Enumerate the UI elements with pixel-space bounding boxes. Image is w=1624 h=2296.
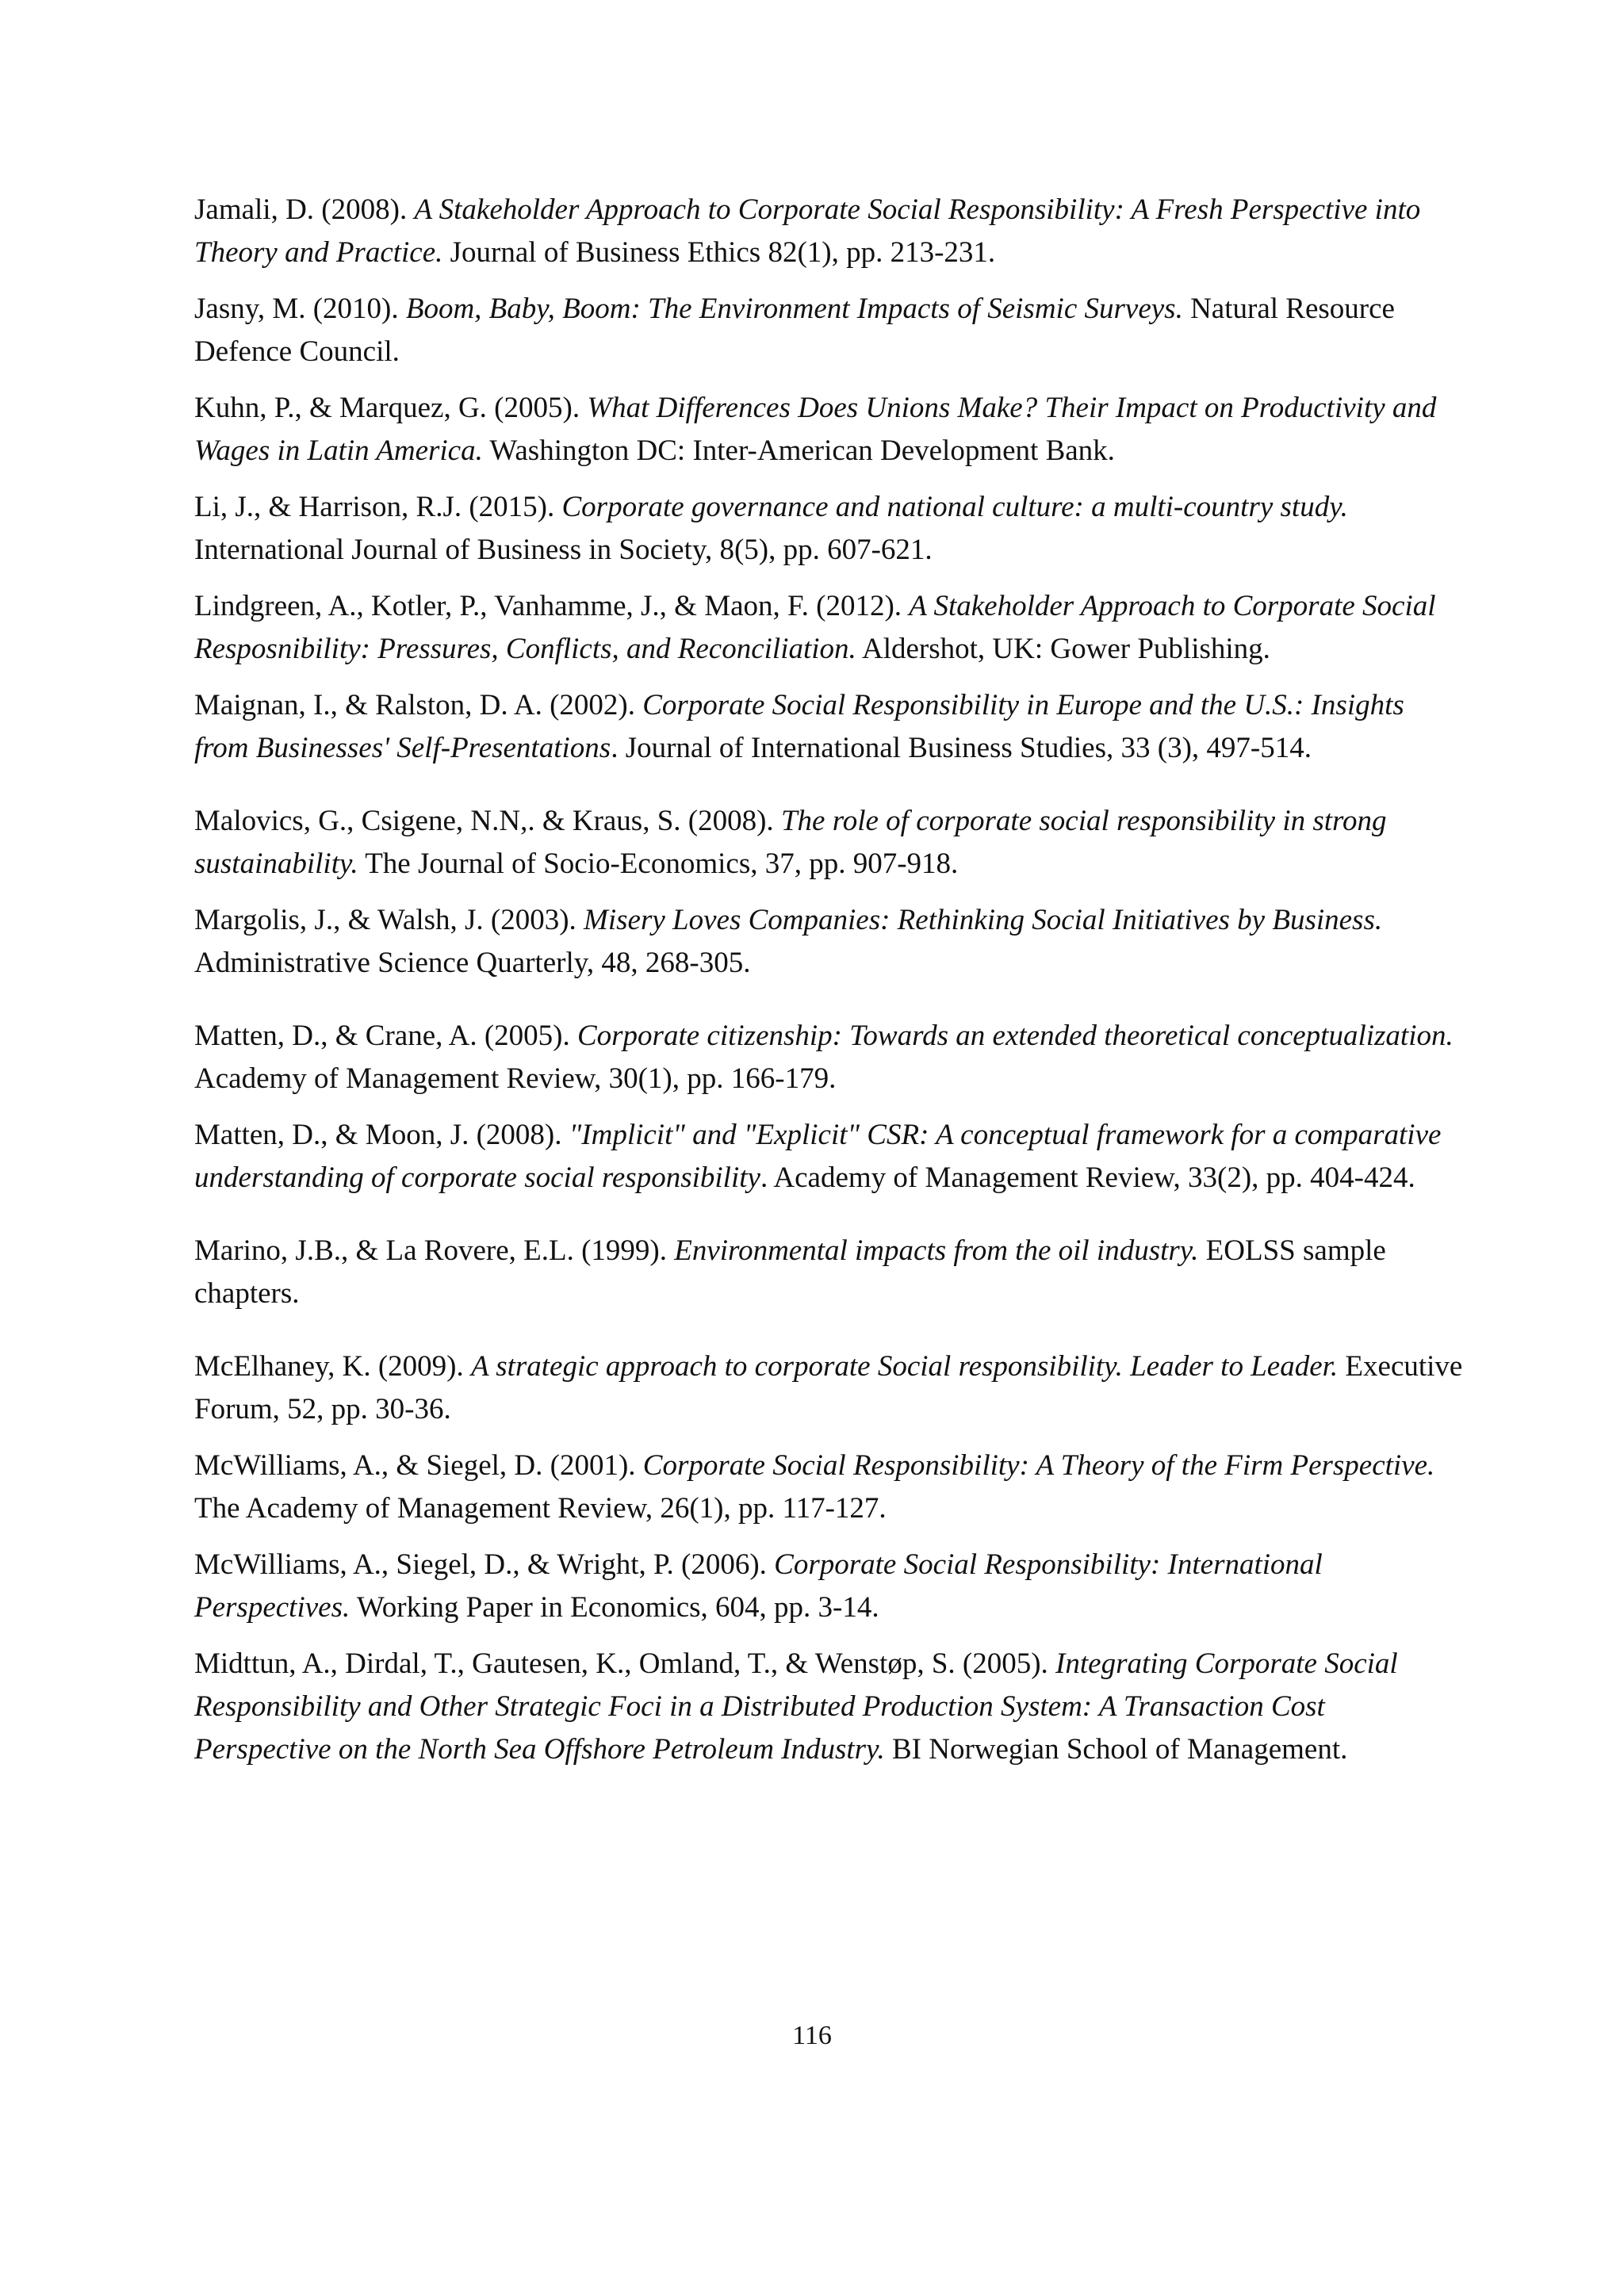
reference-source: International Journal of Business in Society, 8(5), pp. 607-621.	[194, 534, 933, 566]
reference-author: McElhaney, K. (2009).	[194, 1350, 472, 1383]
reference-author: Margolis, J., & Walsh, J. (2003).	[194, 904, 584, 936]
reference-source: Journal of Business Ethics 82(1), pp. 213-231.	[442, 236, 996, 269]
reference-source: Washington DC: Inter-American Development Bank.	[482, 434, 1115, 467]
reference-entry	[194, 899, 1463, 985]
reference-entry	[194, 1345, 1463, 1431]
reference-title: The role of corporate social responsibility in strong sustainability.	[194, 805, 1387, 880]
reference-source: Executive Forum, 52, pp. 30-36.	[194, 1350, 1463, 1425]
reference-title: Corporate Social Responsibility: A Theory of the Firm Perspective.	[642, 1449, 1435, 1482]
reference-entry	[194, 1114, 1463, 1200]
reference-source: . Journal of International Business Studies, 33 (3), 497-514.	[611, 732, 1312, 764]
reference-author: Kuhn, P., & Marquez, G. (2005).	[194, 392, 588, 424]
reference-title: Misery Loves Companies: Rethinking Social Initiatives by Business.	[584, 904, 1383, 936]
reference-author: McWilliams, A., & Siegel, D. (2001).	[194, 1449, 643, 1482]
reference-author: Malovics, G., Csigene, N.N,. & Kraus, S. (2008).	[194, 805, 781, 837]
reference-title: A Stakeholder Approach to Corporate Social Resposnibility: Pressures, Conflicts, and Reconciliation.	[194, 590, 1436, 665]
reference-entry	[194, 1544, 1463, 1629]
reference-author: Jasny, M. (2010).	[194, 293, 406, 325]
reference-source: The Academy of Management Review, 26(1), pp. 117-127.	[194, 1492, 887, 1525]
reference-entry	[194, 800, 1463, 886]
reference-author: Matten, D., & Crane, A. (2005).	[194, 1020, 577, 1052]
reference-source: Working Paper in Economics, 604, pp. 3-14.	[350, 1591, 879, 1624]
reference-source: Natural Resource Defence Council.	[194, 293, 1395, 368]
reference-entry	[194, 1015, 1463, 1100]
reference-entry	[194, 486, 1463, 572]
reference-author: Lindgreen, A., Kotler, P., Vanhamme, J., & Maon, F. (2012).	[194, 590, 910, 622]
reference-source: BI Norwegian School of Management.	[884, 1733, 1348, 1766]
reference-author: Jamali, D. (2008).	[194, 193, 415, 226]
reference-title: "Implicit" and "Explicit" CSR: A conceptual framework for a comparative understanding of corporate social responsibility	[194, 1119, 1442, 1194]
reference-entry	[194, 387, 1463, 473]
reference-entry	[194, 189, 1463, 274]
reference-list	[194, 189, 1463, 1771]
reference-author: Matten, D., & Moon, J. (2008).	[194, 1119, 569, 1151]
page-number: 116	[792, 2021, 832, 2050]
reference-title: Integrating Corporate Social Responsibility and Other Strategic Foci in a Distributed Production System: A Transaction Cost Perspective on the North Sea Offshore Petroleum Industry.	[194, 1647, 1398, 1766]
reference-title: Boom, Baby, Boom: The Environment Impacts of Seismic Surveys.	[405, 293, 1183, 325]
reference-title: Environmental impacts from the oil industry.	[674, 1234, 1199, 1267]
reference-title: Corporate Social Responsibility in Europe and the U.S.: Insights from Businesses' Self-Presentations	[194, 689, 1404, 764]
reference-title: A strategic approach to corporate Social responsibility. Leader to Leader.	[471, 1350, 1339, 1383]
reference-entry	[194, 1643, 1463, 1771]
reference-author: Li, J., & Harrison, R.J. (2015).	[194, 491, 562, 523]
reference-source: The Journal of Socio-Economics, 37, pp. 907-918.	[358, 848, 959, 880]
reference-title: Corporate Social Responsibility: International Perspectives.	[194, 1548, 1323, 1624]
reference-title: Corporate governance and national culture: a multi-country study.	[561, 491, 1348, 523]
reference-author: Maignan, I., & Ralston, D. A. (2002).	[194, 689, 643, 721]
reference-source: Administrative Science Quarterly, 48, 268-305.	[194, 947, 751, 979]
reference-author: McWilliams, A., Siegel, D., & Wright, P. (2006).	[194, 1548, 775, 1581]
reference-entry	[194, 1230, 1463, 1315]
reference-title: What Differences Does Unions Make? Their Impact on Productivity and Wages in Latin America.	[194, 392, 1437, 467]
reference-entry	[194, 288, 1463, 373]
reference-source: Academy of Management Review, 30(1), pp. 166-179.	[194, 1062, 837, 1095]
reference-author: Marino, J.B., & La Rovere, E.L. (1999).	[194, 1234, 675, 1267]
reference-entry	[194, 585, 1463, 671]
reference-source: . Academy of Management Review, 33(2), pp. 404-424.	[760, 1161, 1415, 1194]
reference-source: Aldershot, UK: Gower Publishing.	[856, 633, 1270, 665]
reference-entry	[194, 1445, 1463, 1530]
reference-title: A Stakeholder Approach to Corporate Social Responsibility: A Fresh Perspective into Theory and Practice.	[194, 193, 1421, 269]
reference-source: EOLSS sample chapters.	[194, 1234, 1386, 1310]
reference-entry	[194, 684, 1463, 770]
reference-author: Midttun, A., Dirdal, T., Gautesen, K., Omland, T., & Wenstøp, S. (2005).	[194, 1647, 1056, 1680]
reference-title: Corporate citizenship: Towards an extended theoretical conceptualization.	[576, 1020, 1454, 1052]
